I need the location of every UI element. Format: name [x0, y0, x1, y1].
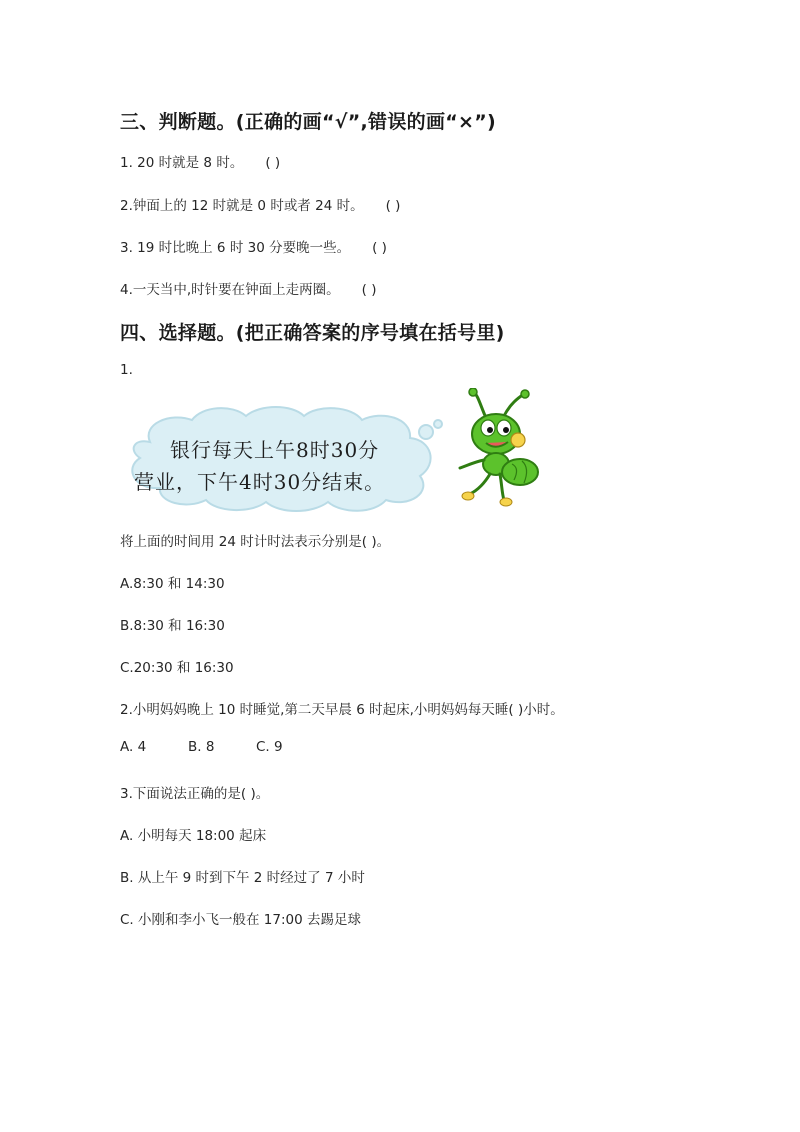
bubble-line-1: 银行每天上午8时30分 — [170, 438, 380, 462]
q1-option-c[interactable]: C.20:30 和 16:30 — [120, 660, 234, 676]
question-1-prompt: 将上面的时间用 24 时计时法表示分别是( )。 — [120, 534, 391, 550]
q1-option-a[interactable]: A.8:30 和 14:30 — [120, 576, 225, 592]
true-false-item-1 — [120, 151, 280, 171]
item-text: 1. 20 时就是 8 时。 — [120, 155, 244, 171]
section-3-title: 三、判断题。(正确的画“√”,错误的画“×”) — [120, 111, 497, 133]
cloud-speech-bubble-icon — [120, 402, 445, 514]
question-1-number: 1. — [120, 362, 133, 378]
q2-option-c[interactable]: C. 9 — [256, 739, 283, 755]
ant-drawing — [452, 388, 547, 510]
answer-blank[interactable]: ( ) — [361, 282, 377, 298]
true-false-item-4 — [120, 278, 377, 298]
q3-option-b[interactable]: B. 从上午 9 时到下午 2 时经过了 7 小时 — [120, 870, 365, 886]
question-3-prompt: 3.下面说法正确的是( )。 — [120, 786, 270, 802]
q2-option-a[interactable]: A. 4 — [120, 739, 147, 755]
answer-blank[interactable]: ( ) — [385, 198, 401, 214]
true-false-item-2 — [120, 194, 400, 214]
q3-option-c[interactable]: C. 小刚和李小飞一般在 17:00 去踢足球 — [120, 912, 361, 928]
q3-option-a[interactable]: A. 小明每天 18:00 起床 — [120, 828, 267, 844]
section-4-title: 四、选择题。(把正确答案的序号填在括号里) — [120, 322, 505, 344]
true-false-item-3 — [120, 236, 387, 256]
q2-option-b[interactable]: B. 8 — [188, 739, 215, 755]
bubble-line-2: 营业，下午4时30分结束。 — [134, 470, 386, 494]
item-text: 2.钟面上的 12 时就是 0 时或者 24 时。 — [120, 198, 364, 214]
green-ant-mascot-icon — [452, 388, 547, 510]
question-2-prompt: 2.小明妈妈晚上 10 时睡觉,第二天早晨 6 时起床,小明妈妈每天睡( )小时。 — [120, 702, 564, 718]
item-text: 3. 19 时比晚上 6 时 30 分要晚一些。 — [120, 240, 351, 256]
q1-option-b[interactable]: B.8:30 和 16:30 — [120, 618, 225, 634]
answer-blank[interactable]: ( ) — [265, 155, 281, 171]
answer-blank[interactable]: ( ) — [372, 240, 387, 256]
item-text: 4.一天当中,时针要在钟面上走两圈。 — [120, 282, 340, 298]
